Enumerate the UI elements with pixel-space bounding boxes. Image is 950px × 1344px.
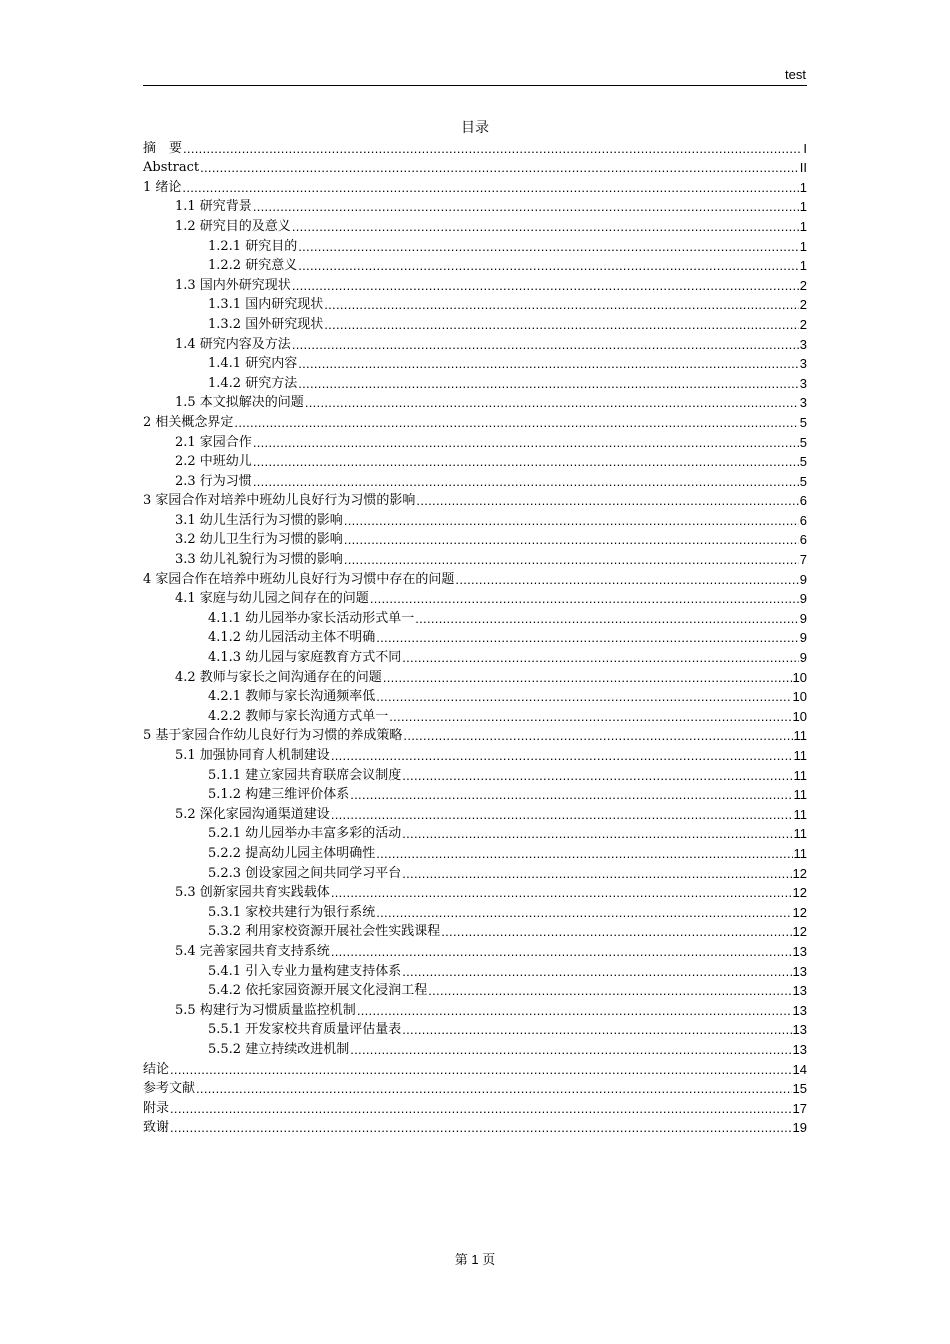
toc-entry-page: 10 [792,669,807,685]
toc-entry-page: 5 [799,414,807,430]
toc-entry-label: 4.1.3 幼儿园与家庭教育方式不同 [208,650,402,666]
toc-entry[interactable] [143,352,807,372]
toc-entry-label: 5.4.1 引入专业力量构建支持体系 [208,963,402,979]
toc-entry-page: 6 [799,493,807,509]
toc-entry[interactable] [143,430,807,450]
page-header: test [785,67,806,82]
toc-dot-leader [234,415,798,430]
toc-entry[interactable] [143,704,807,724]
toc-entry-label: 摘 要 [143,140,183,156]
toc-entry[interactable] [143,939,807,959]
toc-dot-leader [357,1003,792,1018]
toc-entry-label: 5.4.2 依托家园资源开展文化浸润工程 [208,983,428,999]
toc-entry-page: 11 [793,845,807,861]
toc-entry[interactable] [143,1096,807,1116]
toc-dot-leader [370,591,799,606]
toc-entry[interactable] [143,371,807,391]
toc-entry-label: 4.1.1 幼儿园举办家长活动形式单一 [208,610,415,626]
toc-entry-label: 4.2 教师与家长之间沟通存在的问题 [175,669,382,685]
toc-entry-page: 13 [792,983,807,999]
toc-entry-label: 4 家园合作在培养中班幼儿良好行为习惯中存在的问题 [143,571,455,587]
toc-entry[interactable] [143,606,807,626]
toc-entry-label: 5.3 创新家园共育实践载体 [175,885,330,901]
toc-entry-label: 1.3 国内外研究现状 [175,277,291,293]
toc-entry-page: 9 [799,650,807,666]
toc-entry-label: Abstract [143,160,200,176]
toc-entry-page: 19 [792,1120,807,1136]
toc-entry-page: 11 [793,826,807,842]
toc-entry-page: 9 [799,630,807,646]
toc-dot-leader [455,572,798,587]
toc-entry[interactable] [143,214,807,234]
toc-dot-leader [383,670,792,685]
toc-dot-leader [402,964,791,979]
toc-dot-leader [403,728,792,743]
toc-entry[interactable] [143,156,807,176]
toc-entry-page: 11 [793,767,807,783]
toc-dot-leader [182,180,798,195]
toc-entry[interactable] [143,685,807,705]
toc-entry-label: 2.2 中班幼儿 [175,454,252,470]
toc-entry[interactable] [143,175,807,195]
toc-dot-leader [344,552,799,567]
toc-entry-page: 6 [799,512,807,528]
toc-entry-page: 17 [792,1100,807,1116]
toc-entry-label: 5.5 构建行为习惯质量监控机制 [175,1002,356,1018]
toc-entry[interactable] [143,841,807,861]
page-number-footer: 第 1 页 [454,1252,496,1267]
toc-dot-leader [376,846,792,861]
toc-dot-leader [376,905,791,920]
toc-entry-page: 9 [799,610,807,626]
toc-entry[interactable] [143,1018,807,1038]
header-rule [143,85,807,86]
toc-entry-label: 3.2 幼儿卫生行为习惯的影响 [175,532,343,548]
toc-entry-label: 3.3 幼儿礼貌行为习惯的影响 [175,552,343,568]
toc-dot-leader [331,807,793,822]
toc-dot-leader [324,317,799,332]
toc-entry-page: II [799,160,807,176]
toc-entry-page: 2 [799,297,807,313]
toc-entry-page: 11 [793,787,807,803]
toc-entry[interactable] [143,881,807,901]
toc-entry-page: 11 [793,728,807,744]
toc-entry-page: 1 [799,258,807,274]
toc-entry-label: 1.2.2 研究意义 [208,258,298,274]
toc-dot-leader [292,278,799,293]
toc-dot-leader [200,160,799,175]
toc-entry[interactable] [143,136,807,156]
toc-entry-page: 13 [792,1002,807,1018]
toc-entry[interactable] [143,861,807,881]
toc-dot-leader [196,1081,792,1096]
toc-entry-label: 5.1 加强协同育人机制建设 [175,748,330,763]
toc-entry[interactable] [143,312,807,332]
toc-entry[interactable] [143,410,807,430]
toc-dot-leader [402,1022,791,1037]
toc-dot-leader [253,454,799,469]
toc-entry[interactable] [143,450,807,470]
toc-entry-page: 12 [792,865,807,881]
toc-entry-page: 1 [799,218,807,234]
toc-entry[interactable] [143,1077,807,1097]
toc-entry-page: 13 [792,943,807,959]
toc-entry-page: 12 [792,904,807,920]
toc-entry-page: 9 [799,571,807,587]
toc-dot-leader [331,944,792,959]
toc-dot-leader [298,239,799,254]
toc-entry-label: 4.1 家庭与幼儿园之间存在的问题 [175,591,369,607]
toc-dot-leader [253,474,799,489]
toc-entry[interactable] [143,567,807,587]
toc-entry-page: 13 [792,1022,807,1038]
toc-entry-page: 1 [799,179,807,195]
toc-entry-label: 1.2 研究目的及意义 [175,218,291,234]
toc-entry-label: 2.1 家园合作 [175,434,252,450]
toc-dot-leader [298,376,799,391]
toc-title: 目录 [461,120,489,136]
toc-entry-label: 1.1 研究背景 [175,199,252,215]
toc-entry[interactable] [143,273,807,293]
toc-dot-leader [416,493,798,508]
toc-entry-page: 6 [799,532,807,548]
toc-dot-leader [331,748,793,763]
toc-entry[interactable] [143,822,807,842]
toc-dot-leader [183,141,802,156]
toc-entry-label: 3.1 幼儿生活行为习惯的影响 [175,512,343,528]
toc-entry-label: 1.5 本文拟解决的问题 [175,395,304,411]
toc-entry-label: 1.2.1 研究目的 [208,238,298,254]
toc-entry[interactable] [143,254,807,274]
toc-entry-label: 1.4 研究内容及方法 [175,336,291,352]
toc-dot-leader [402,650,799,665]
toc-entry-page: 12 [792,924,807,940]
toc-entry-page: 7 [799,552,807,568]
toc-entry-label: 4.1.2 幼儿园活动主体不明确 [208,630,376,646]
toc-entry-page: 3 [799,375,807,391]
toc-dot-leader [441,924,791,939]
toc-entry-page: 1 [799,199,807,215]
toc-entry-page: I [803,140,807,156]
toc-entry-page: 3 [799,336,807,352]
toc-entry[interactable] [143,665,807,685]
toc-dot-leader [350,787,792,802]
toc-dot-leader [305,395,799,410]
table-of-contents [143,136,807,1135]
toc-entry-page: 1 [799,238,807,254]
toc-dot-leader [253,435,799,450]
toc-entry[interactable] [143,587,807,607]
toc-entry[interactable] [143,508,807,528]
toc-entry-page: 2 [799,316,807,332]
toc-entry-label: 致谢 [143,1120,170,1136]
toc-entry[interactable] [143,528,807,548]
toc-entry-label: 5.2.3 创设家园之间共同学习平台 [208,865,402,881]
toc-entry-label: 参考文献 [143,1081,196,1097]
toc-dot-leader [402,768,792,783]
toc-dot-leader [389,709,791,724]
toc-entry-page: 14 [792,1061,807,1077]
toc-entry-page: 12 [792,885,807,901]
toc-entry-label: 5.3.1 家校共建行为银行系统 [208,904,376,920]
toc-dot-leader [331,885,792,900]
toc-entry[interactable] [143,489,807,509]
toc-entry-page: 10 [792,708,807,724]
toc-entry-label: 5.5.2 建立持续改进机制 [208,1041,350,1057]
toc-entry[interactable] [143,332,807,352]
toc-dot-leader [170,1120,792,1135]
toc-entry-page: 5 [799,473,807,489]
toc-entry[interactable] [143,900,807,920]
toc-entry-page: 9 [799,591,807,607]
toc-entry[interactable] [143,1116,807,1136]
toc-entry[interactable] [143,802,807,822]
toc-entry-page: 5 [799,434,807,450]
toc-entry-page: 10 [792,689,807,705]
toc-dot-leader [292,337,799,352]
toc-entry[interactable] [143,293,807,313]
toc-entry-label: 5.1.2 构建三维评价体系 [208,787,350,803]
toc-entry[interactable] [143,724,807,744]
toc-entry-label: 5.2 深化家园沟通渠道建设 [175,806,330,822]
toc-dot-leader [376,689,791,704]
toc-entry-label: 1.3.1 国内研究现状 [208,297,324,313]
toc-entry[interactable] [143,998,807,1018]
toc-dot-leader [344,513,799,528]
toc-entry-page: 3 [799,395,807,411]
toc-entry-label: 1 绪论 [143,179,182,195]
toc-entry[interactable] [143,979,807,999]
toc-entry-page: 2 [799,277,807,293]
toc-entry-label: 4.2.1 教师与家长沟通频率低 [208,689,376,705]
toc-entry[interactable] [143,469,807,489]
toc-dot-leader [324,297,799,312]
toc-entry-page: 13 [792,963,807,979]
toc-entry-label: 5.2.1 幼儿园举办丰富多彩的活动 [208,826,402,842]
toc-entry-label: 2 相关概念界定 [143,414,234,430]
toc-dot-leader [376,630,799,645]
toc-entry[interactable] [143,195,807,215]
toc-entry[interactable] [143,743,807,763]
toc-dot-leader [253,199,799,214]
toc-entry-page: 13 [792,1041,807,1057]
toc-entry-page: 5 [799,454,807,470]
toc-entry-label: 3 家园合作对培养中班幼儿良好行为习惯的影响 [143,493,416,509]
toc-entry[interactable] [143,1057,807,1077]
toc-entry-label: 1.4.2 研究方法 [208,375,298,391]
toc-entry-label: 4.2.2 教师与家长沟通方式单一 [208,708,389,724]
toc-entry-page: 11 [793,748,807,763]
toc-dot-leader [298,356,799,371]
toc-dot-leader [344,532,799,547]
toc-dot-leader [415,611,799,626]
toc-dot-leader [428,983,791,998]
toc-entry[interactable] [143,547,807,567]
toc-dot-leader [298,258,799,273]
toc-entry[interactable] [143,645,807,665]
toc-entry-label: 5.2.2 提高幼儿园主体明确性 [208,845,376,861]
toc-entry-label: 1.4.1 研究内容 [208,356,298,372]
toc-entry-label: 5.4 完善家园共育支持系统 [175,943,330,959]
toc-dot-leader [170,1062,792,1077]
toc-entry-label: 5.1.1 建立家园共育联席会议制度 [208,767,402,783]
toc-entry-label: 5.3.2 利用家校资源开展社会性实践课程 [208,924,441,940]
toc-dot-leader [402,826,792,841]
toc-entry-label: 2.3 行为习惯 [175,473,252,489]
toc-dot-leader [402,866,791,881]
toc-dot-leader [350,1042,791,1057]
toc-entry[interactable] [143,783,807,803]
toc-entry[interactable] [143,920,807,940]
toc-entry-page: 11 [793,806,807,822]
toc-entry-page: 15 [792,1081,807,1097]
toc-entry-label: 附录 [143,1100,170,1116]
toc-entry-label: 5.5.1 开发家校共育质量评估量表 [208,1022,402,1038]
toc-entry[interactable] [143,626,807,646]
toc-entry-page: 3 [799,356,807,372]
toc-entry-label: 1.3.2 国外研究现状 [208,316,324,332]
toc-dot-leader [292,219,799,234]
toc-entry[interactable] [143,1037,807,1057]
toc-entry[interactable] [143,763,807,783]
toc-entry[interactable] [143,391,807,411]
toc-entry[interactable] [143,234,807,254]
toc-entry[interactable] [143,959,807,979]
toc-entry-label: 结论 [143,1061,170,1077]
toc-entry-label: 5 基于家园合作幼儿良好行为习惯的养成策略 [143,728,403,744]
toc-dot-leader [170,1101,792,1116]
